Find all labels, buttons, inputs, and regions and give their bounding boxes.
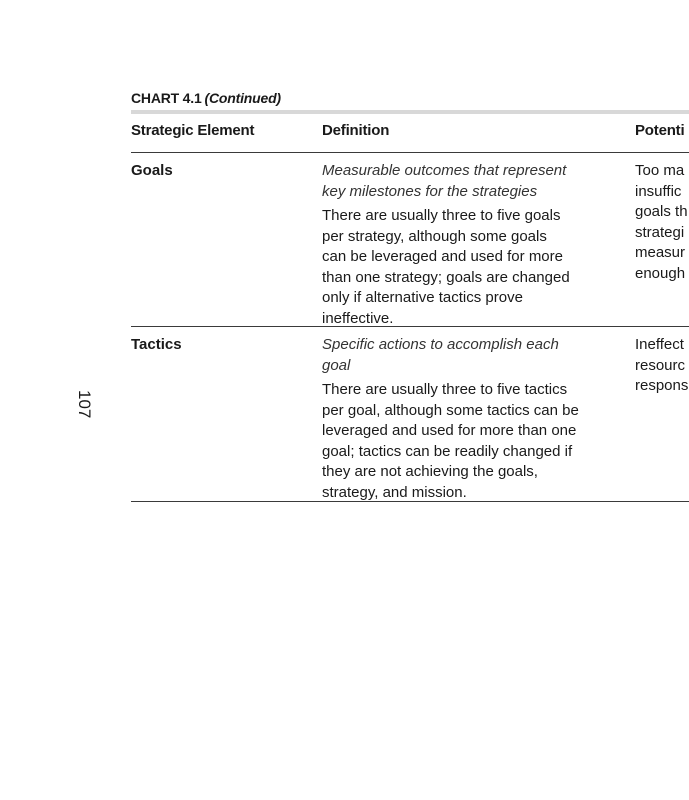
text-line: strategy, and mission. [322,483,467,501]
text-line: enough [635,264,686,282]
text-line: only if alternative tactics prove [322,289,523,306]
pitfalls-goals [635,161,689,284]
definition-detail [322,206,612,329]
text-line: goal; tactics can be readily changed if [322,442,573,460]
text-line: ineffective. [322,309,394,327]
header-definition: Definition [322,122,390,139]
text-line: measur [635,244,686,261]
text-line: Specific actions to accomplish each [322,336,559,353]
text-line: they are not achieving the goals, [322,463,538,480]
text-line: strategi [635,223,685,241]
page-number: 107 [75,390,94,419]
header-potential: Potenti [635,122,685,139]
header-strategic-element: Strategic Element [131,122,255,139]
definition-goals [322,161,612,329]
definition-detail [322,380,612,503]
text-line: respons [635,377,689,394]
text-line: Too ma [635,162,685,179]
text-line: can be leveraged and used for more [322,248,563,265]
chart-title [131,90,281,106]
element-goals: Goals [131,162,173,179]
table-header-row [131,114,689,153]
text-line: Ineffect [635,336,684,353]
text-line: per goal, although some tactics can be [322,401,579,419]
text-line: goal [322,356,351,374]
chart-label: CHART 4.1 [131,90,202,106]
text-line: key milestones for the strategies [322,182,538,200]
text-line: than one strategy; goals are changed [322,268,570,286]
text-line: leveraged and used for more than one [322,422,577,439]
text-line: insuffic [635,182,682,200]
table-row [131,153,689,327]
text-line: There are usually three to five tactics [322,381,568,398]
definition-tactics [322,335,612,503]
text-line: resourc [635,356,686,374]
element-tactics: Tactics [131,336,182,353]
pitfalls-tactics [635,335,689,397]
text-line: Measurable outcomes that represent [322,162,567,179]
text-line: per strategy, although some goals [322,227,547,245]
text-line: There are usually three to five goals [322,207,561,224]
text-line: goals th [635,203,688,220]
definition-summary [322,335,612,376]
chart-continued: (Continued) [204,90,281,106]
table-row [131,327,689,502]
strategy-table [131,114,689,502]
definition-summary [322,161,612,202]
